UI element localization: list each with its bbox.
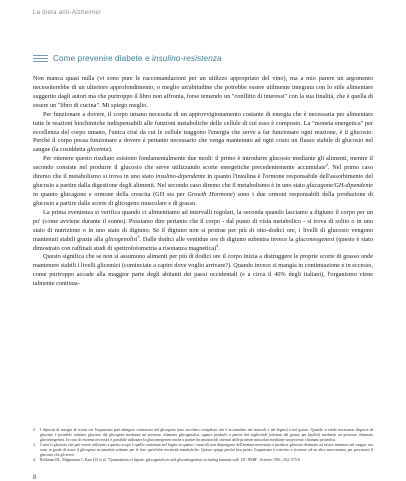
text-run: Questo significa che se non si assumono alimenti per più di dodici ore il corpo inizia a distruggere le proprie scorte di grasso onde mantenere stabili i livelli glicemici (cominciate a capire dove voglio arrivare?). Quando invece si mangia in continuazione e in eccesso, come purtroppo accade alla maggior parte degli abitanti dei paesi occidentali (e a circa il 40% degli italiani), l'organismo viene talmente continua- xyxy=(33,253,373,288)
section-title xyxy=(53,54,222,63)
footnote-text: Rothman DL, Magnusson I, Katz LD et al. "Quantitation of hepatic glycogenolysis and gluconeogenesis in fasting humans with 13C NMR". Science 1991; 254: 573-6 xyxy=(40,458,300,462)
footnote-number: 2 xyxy=(33,428,35,432)
footnote-number: 3 xyxy=(33,443,35,447)
italic-term: Growth Hormone xyxy=(187,190,233,198)
footnote xyxy=(33,443,373,458)
text-run: . Dalle dodici alle ventidue ore di digiuno subentra invece la xyxy=(139,235,296,243)
text-run: Per funzionare a dovere, il corpo umano necessita di un approvvigionamento costante di energia che è necessaria per alimentare tutte le reazioni biochimiche indispensabili alle funzioni metaboliche delle cellule di cui esso è composto. La "moneta energetica" per eccellenza del corpo umano, l'unica cioè da cui le cellule traggono l'energia che serve a far funzionare ogni reazione, è il glucosio. Perché il corpo possa funzionare a dovere è pertanto necessario che venga mantenuto ad ogni costo un flusso stabile di glucosio nel sangue (la cosiddetta xyxy=(33,110,373,154)
footnote-ref: 2 xyxy=(325,162,328,168)
footnotes xyxy=(33,428,373,463)
footnote xyxy=(33,428,373,443)
paragraph xyxy=(33,253,373,289)
paragraph xyxy=(33,111,373,156)
footnote-ref: 3 xyxy=(137,233,140,239)
body-text xyxy=(33,75,373,289)
text-run: . xyxy=(218,244,220,252)
text-run: (questo è stato dimostrato con raffinati studi di spettrofotometria a risonanza magnetica) xyxy=(33,235,374,252)
footnote-text: Come il glucosio che può essere utilizzato a questo scopo è quello contenuto nel fegato in quanto i muscoli non dispongono dell'enzima necessario a produrre glucosio destinato ad essere immesso nel sangue, ma sono in grado di usare il glicogeno accumulato soltanto per le loro specifiche necessità metaboliche. Questo spiega perché ben presto l'organismo è costretto a ricorrere ad un altro meccanismo per procurarsi il glucosio che gli serve. xyxy=(40,443,373,457)
text-run: in quanto l'insulina è l'ormone responsabile dell'assorbimento del glucosio a partire dalla digestione degli alimenti. Nel secondo caso diremo che il metabolismo è in uno stato xyxy=(33,173,373,190)
text-run: Non manca quasi nulla (vi sono pure le raccomandazioni per un utilizzo appropriato del vino), ma a mio parere un argomento necessiterebbe di un ulteriore approfondimento, o meglio un'abitudine che potrebbe essere utilmente integrata con lo stile alimentare suggerito dagli autori ma che purtroppo il libro non affronta, forse temendo un "conflitto di interessi" con la sua finalità, che è quella di essere un "libro di cucina". Mi spiego meglio. xyxy=(33,75,373,109)
italic-term: glicogenolisi xyxy=(105,235,138,243)
footnote-number: 4 xyxy=(33,458,35,462)
footnote-ref: 4 xyxy=(216,242,219,248)
section-lines-icon xyxy=(33,55,48,62)
text-run: . Nel primo caso diremo che il metabolismo si trova in uno stato xyxy=(33,164,373,181)
text-run: in quanto glucagone e ormone della crescita (GH sta per xyxy=(33,190,188,198)
paragraph xyxy=(33,155,373,209)
footnote xyxy=(33,458,373,463)
text-run: ). xyxy=(108,146,113,154)
footnote-text: I depositi di energia di scorta cui l'organismo può attingere consistono nel glicogeno (uno zucchero complesso che è accumulato nei muscoli e nel fegato) e nel grasso. Quando si rende necessario disporre di glucosio è possibile ottenere glucosio dal glicogeno mediante un processo chiamato glicogenolisi, oppure produrlo a partire dai trigliceridi (ottenuti dal grasso per lipolisi) mediante un processo chiamato gluconeogenesi. In caso di estrema necessità è possibile utilizzare la gluconeogenesi anche a partire da aminoacidi ottenuti dalle proteine muscolari mediante un processo chiamato proteolisi. xyxy=(40,428,373,442)
paragraph xyxy=(33,75,373,111)
italic-term: insulino-dipendente xyxy=(155,173,206,181)
section-title-text: Come prevenire diabete e xyxy=(53,54,152,63)
text-run: ) sono i due ormoni responsabili della produzione di glucosio a partire dalle scorte di glicogeno muscolare e di grasso. xyxy=(33,190,373,207)
running-head: La dieta anti-Alzheimer xyxy=(33,10,102,16)
section-title-emphasis: insulino-resistenza xyxy=(152,54,222,63)
paragraph xyxy=(33,209,373,254)
italic-term: glicemia xyxy=(87,146,109,154)
text-run: La prima evenienza si verifica quando ci alimentiamo ad intervalli regolari, la seconda quando lasciamo a digiuno il corpo per un po' (come avviene durante il sonno). Possiamo dire pertanto che il corpo - dal punto di vista metabolico - si trova di solito o in uno stato di nutrizione o in uno stato di digiuno. Se il digiuno non si protrae per più di otto-dodici ore, i livelli di glucosio vengono mantenuti stabili grazie alla xyxy=(33,208,373,243)
italic-term: glucagone/GH-dipendente xyxy=(306,182,373,190)
italic-term: gluconeogenesi xyxy=(295,235,335,243)
page-number: 8 xyxy=(33,475,37,481)
section-heading xyxy=(33,54,373,63)
text-run: Per ottenere questo risultato esistono fondamentalmente due modi: il primo è introdurre glucosio mediante gli alimenti, mentre il secondo consiste nel produrre il glucosio che serve utilizzando scorte energetiche precedentemente accumulate xyxy=(33,155,373,172)
